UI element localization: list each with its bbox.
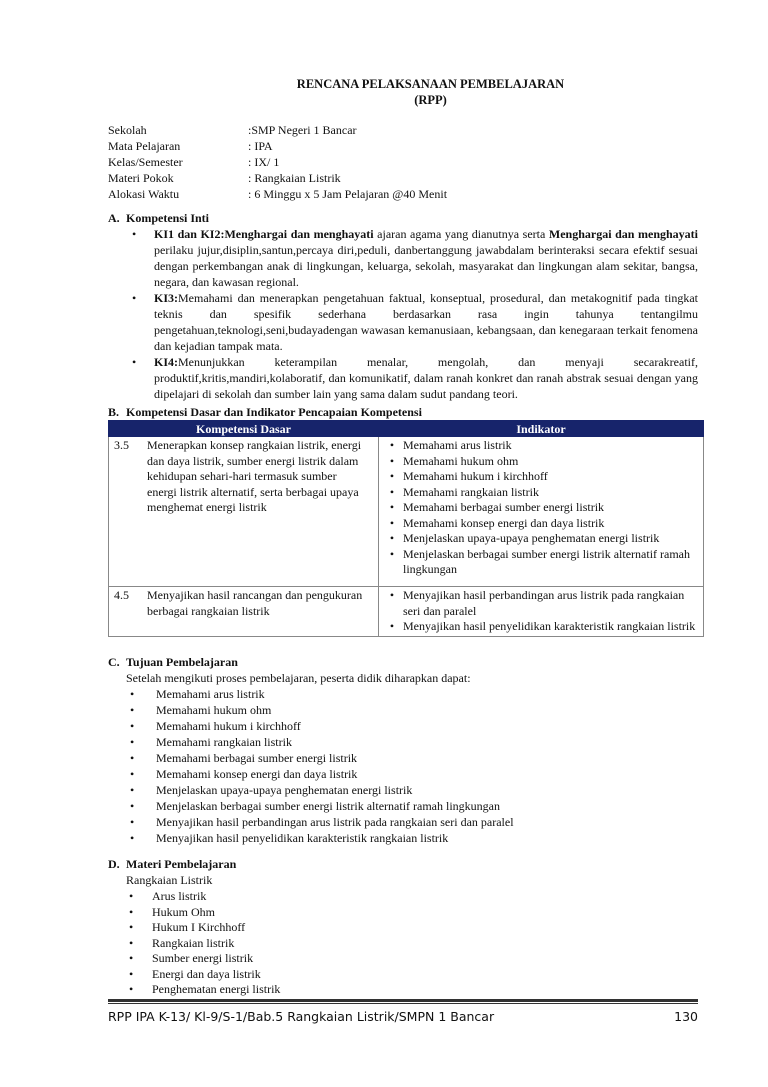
list-item: [126, 919, 698, 935]
meta-key: Mata Pelajaran: [108, 139, 181, 153]
page-title: [108, 76, 698, 108]
list-text: Rangkaian listrik: [152, 935, 235, 950]
section-materi: [108, 856, 698, 997]
section-kompetensi-dasar: [108, 404, 704, 637]
ki-label: KI4:: [154, 355, 178, 369]
bullet-icon: •: [132, 227, 137, 241]
list-item: [130, 718, 698, 734]
list-item: [128, 354, 698, 402]
bullet-icon: •: [129, 982, 134, 996]
bullet-icon: •: [130, 751, 135, 765]
list-text: Memahami arus listrik: [156, 687, 265, 701]
ki-body: Menunjukkan keterampilan menalar, mengolah, dan menyaji secarakreatif, produktif,kritis,mandiri,kolaboratif, dan komunikatif, dalam ranah konkret dan ranah abstrak sesuai dengan yang dipelajari di sekolah dan sumber lain yang sama dalam sudut pandang teori.: [154, 355, 698, 401]
list-item: [130, 798, 698, 814]
bullet-icon: •: [389, 619, 395, 633]
list-text: Arus listrik: [152, 889, 207, 903]
section-kompetensi-inti: [108, 210, 698, 402]
list-item: [126, 981, 698, 997]
column-header-kd: Kompetensi Dasar: [109, 421, 379, 437]
list-item: [381, 547, 701, 578]
footer-divider: [108, 999, 698, 1002]
meta-key: Sekolah: [108, 123, 147, 137]
indicator-text: Menjelaskan berbagai sumber energi listrik alternatif ramah lingkungan: [403, 546, 691, 576]
indicator-text: Menyajikan hasil penyelidikan karakteristik rangkaian listrik: [403, 619, 696, 633]
section-heading: [108, 210, 698, 226]
list-item: [128, 226, 698, 290]
bullet-icon: •: [130, 767, 135, 781]
list-item: [381, 516, 701, 532]
list-item: [130, 814, 698, 830]
ki-label: KI1 dan KI2:Menghargai dan menghayati: [154, 227, 374, 241]
table-row: [109, 437, 704, 587]
ki-text: [154, 226, 698, 290]
kd-indikator-table: [108, 420, 704, 637]
bullet-icon: •: [389, 515, 395, 530]
list-text: Menjelaskan upaya-upaya penghematan energi listrik: [156, 783, 413, 797]
list-text: Hukum Ohm: [152, 904, 215, 919]
bullet-icon: •: [129, 889, 134, 903]
list-item: [381, 454, 701, 470]
list-item: [130, 750, 698, 766]
kd-cell: [109, 437, 379, 587]
list-text: Sumber energi listrik: [152, 951, 254, 965]
bullet-icon: •: [129, 951, 134, 965]
ki-list: [128, 226, 698, 402]
bullet-icon: •: [389, 484, 395, 499]
footer-divider-thin: [108, 1003, 698, 1004]
meta-value: : IPA: [248, 139, 273, 153]
table-header-row: [109, 421, 704, 437]
meta-value: :SMP Negeri 1 Bancar: [248, 123, 357, 137]
list-item: [381, 500, 701, 516]
bullet-icon: •: [389, 438, 395, 452]
ki-text: [154, 290, 698, 354]
meta-row-sekolah: [108, 122, 698, 138]
indicator-text: Memahami arus listrik: [403, 438, 512, 452]
bullet-icon: •: [389, 500, 395, 514]
bullet-icon: •: [130, 815, 135, 829]
bullet-icon: •: [132, 355, 137, 369]
meta-row-alokasi: [108, 186, 698, 202]
ki-body: perilaku jujur,disiplin,santun,percaya diri,peduli, danbertanggung jawabdalam berinteraksi secara efektif sesuai dengan perkembangan anak di lingkungan, keluarga, sekolah, masyarakat dan lingkungan alam sekitar, bangsa, negara, dan kawasan regional.: [154, 243, 698, 289]
list-item: [130, 702, 698, 718]
bullet-icon: •: [130, 703, 135, 717]
meta-row-mapel: [108, 138, 698, 154]
materi-list: [108, 888, 698, 997]
bullet-icon: •: [389, 453, 395, 468]
list-text: Penghematan energi listrik: [152, 982, 281, 996]
list-item: [130, 766, 698, 782]
list-item: [381, 619, 701, 635]
kd-text: Menyajikan hasil rancangan dan pengukuran berbagai rangkaian listrik: [147, 588, 363, 618]
bullet-icon: •: [130, 783, 135, 797]
bullet-icon: •: [389, 546, 395, 561]
section-letter: B.: [108, 405, 120, 419]
indicator-text: Memahami hukum i kirchhoff: [403, 469, 548, 483]
meta-key: Materi Pokok: [108, 171, 174, 185]
meta-value: : 6 Minggu x 5 Jam Pelajaran @40 Menit: [248, 187, 448, 201]
indicator-cell: [379, 437, 704, 587]
bullet-icon: •: [389, 531, 395, 545]
list-item: [126, 888, 698, 904]
ki-body: ajaran agama yang dianutnya serta: [373, 227, 549, 241]
bullet-icon: •: [130, 799, 135, 813]
list-item: [130, 734, 698, 750]
meta-table: [108, 122, 698, 202]
indicator-text: Menjelaskan upaya-upaya penghematan energi listrik: [403, 531, 660, 545]
meta-row-materi: [108, 170, 698, 186]
section-intro: Setelah mengikuti proses pembelajaran, peserta didik diharapkan dapat:: [126, 671, 471, 685]
meta-value: : IX/ 1: [248, 155, 280, 169]
list-item: [381, 469, 701, 485]
indicator-text: Memahami hukum ohm: [403, 453, 519, 468]
section-intro: Rangkaian Listrik: [126, 873, 213, 887]
ki-body: Memahami dan menerapkan pengetahuan faktual, konseptual, prosedural, dan metakognitif pada tingkat teknis dan spesifik sederhana berdasarkan rasa ingin tahunya tentangilmu pengetahuan,teknologi,seni,budayadengan wawasan kemanusiaan, kebangsaan, dan kenegaraan terkait fenomena dan kejadian tampak mata.: [154, 291, 698, 353]
section-heading: [108, 856, 698, 872]
list-text: Menjelaskan berbagai sumber energi listrik alternatif ramah lingkungan: [156, 799, 500, 813]
list-item: [381, 588, 701, 619]
indicator-text: Memahami konsep energi dan daya listrik: [403, 515, 605, 530]
indicator-text: Memahami berbagai sumber energi listrik: [403, 500, 605, 514]
list-text: Memahami hukum i kirchhoff: [156, 719, 301, 733]
bullet-icon: •: [132, 291, 137, 305]
meta-key: Alokasi Waktu: [108, 187, 180, 201]
list-item: [130, 782, 698, 798]
kd-number: 3.5: [114, 438, 129, 452]
list-item: [128, 290, 698, 354]
list-text: Memahami konsep energi dan daya listrik: [156, 767, 358, 781]
meta-value: : Rangkaian Listrik: [248, 171, 341, 185]
section-letter: A.: [108, 211, 120, 225]
list-item: [381, 485, 701, 501]
list-text: Menyajikan hasil perbandingan arus listrik pada rangkaian seri dan paralel: [156, 815, 514, 829]
section-letter: C.: [108, 655, 120, 669]
bullet-icon: •: [129, 966, 134, 981]
list-text: Energi dan daya listrik: [152, 966, 261, 981]
ki-emphasis: Menghargai dan menghayati: [548, 227, 698, 241]
indicator-cell: [379, 587, 704, 637]
ki-text: [154, 354, 698, 402]
footer-text: RPP IPA K-13/ Kl-9/S-1/Bab.5 Rangkaian Listrik/SMPN 1 Bancar: [108, 1009, 495, 1024]
section-title: Kompetensi Dasar dan Indikator Pencapaian Kompetensi: [126, 405, 422, 419]
list-text: Memahami rangkaian listrik: [156, 735, 292, 749]
page-number: 130: [674, 1009, 698, 1024]
section-tujuan: [108, 654, 698, 846]
meta-key: Kelas/Semester: [108, 155, 183, 169]
table-row: [109, 587, 704, 637]
bullet-icon: •: [129, 904, 134, 919]
kd-text: Menerapkan konsep rangkaian listrik, energi dan daya listrik, sumber energi listrik dalam kehidupan sehari-hari termasuk sumber energi listrik alternatif, serta berbagai upaya menghemat energi listrik: [147, 438, 362, 514]
section-title: Kompetensi Inti: [126, 211, 210, 225]
ki-label: KI3:: [154, 291, 178, 305]
bullet-icon: •: [130, 687, 135, 701]
bullet-icon: •: [130, 735, 135, 749]
list-item: [381, 438, 701, 454]
list-text: Memahami berbagai sumber energi listrik: [156, 751, 358, 765]
bullet-icon: •: [389, 588, 395, 602]
section-title: Materi Pembelajaran: [126, 857, 237, 871]
indicator-text: Memahami rangkaian listrik: [403, 484, 539, 499]
indicator-text: Menyajikan hasil perbandingan arus listrik pada rangkaian seri dan paralel: [403, 588, 685, 618]
title-line-1: RENCANA PELAKSANAAN PEMBELAJARAN: [296, 77, 565, 91]
list-item: [126, 966, 698, 982]
list-item: [130, 686, 698, 702]
list-text: Menyajikan hasil penyelidikan karakteristik rangkaian listrik: [156, 831, 449, 845]
section-heading: [108, 654, 698, 670]
title-line-2: (RPP): [414, 93, 447, 107]
list-item: [130, 830, 698, 846]
section-letter: D.: [108, 857, 120, 871]
page-footer: [108, 1009, 698, 1025]
list-item: [126, 950, 698, 966]
bullet-icon: •: [129, 920, 134, 934]
list-item: [126, 935, 698, 951]
kd-cell: [109, 587, 379, 637]
bullet-icon: •: [130, 719, 135, 733]
bullet-icon: •: [130, 831, 135, 845]
list-text: Memahami hukum ohm: [156, 703, 272, 717]
bullet-icon: •: [389, 469, 395, 483]
section-title: Tujuan Pembelajaran: [126, 655, 238, 669]
column-header-indikator: Indikator: [379, 421, 704, 437]
list-text: Hukum I Kirchhoff: [152, 920, 246, 934]
bullet-icon: •: [129, 935, 134, 950]
section-heading: [108, 404, 704, 420]
kd-number: 4.5: [114, 588, 129, 602]
tujuan-list: [108, 686, 698, 846]
meta-row-kelas: [108, 154, 698, 170]
list-item: [381, 531, 701, 547]
list-item: [126, 904, 698, 920]
